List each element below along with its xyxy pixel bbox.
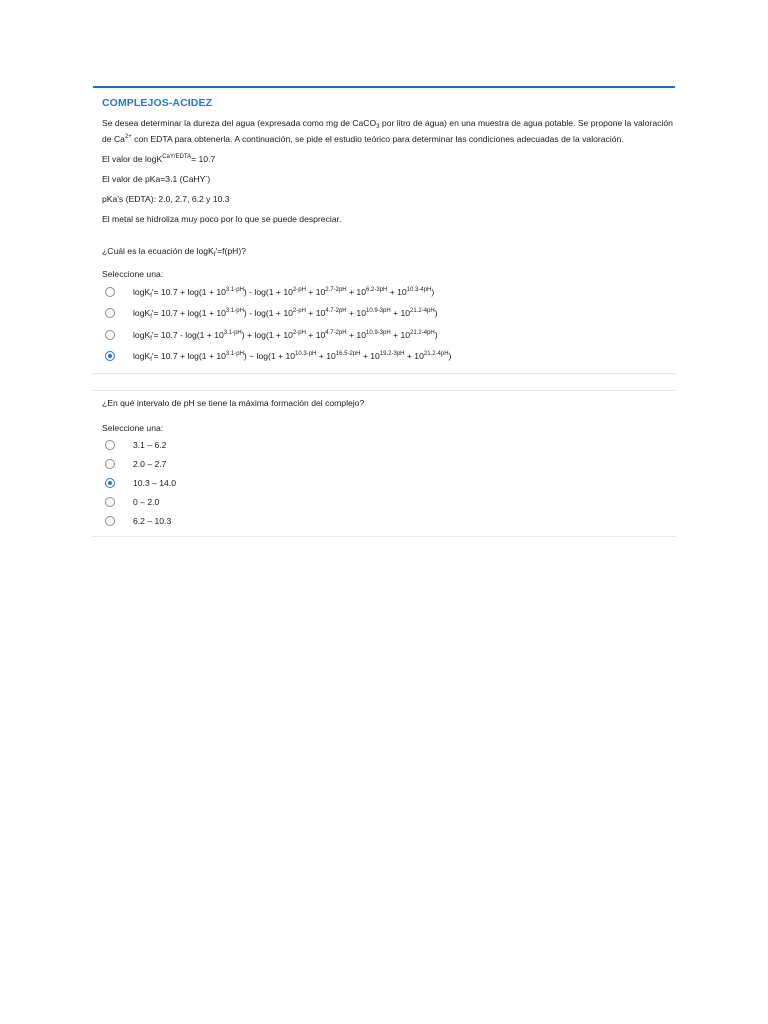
formula-part: 21.2-4pH	[423, 351, 449, 358]
formula-part: ) - log(1 + 10	[243, 308, 293, 319]
q1-option[interactable]	[102, 281, 675, 303]
intro-sub: 3	[376, 124, 380, 130]
question-2-options	[102, 435, 675, 530]
q1-option[interactable]	[102, 303, 675, 325]
q2-option[interactable]	[102, 435, 675, 454]
top-rule	[93, 86, 675, 88]
option-label	[133, 308, 438, 321]
formula-part: 6.2-3pH	[365, 286, 388, 293]
formula-part: 4.7-2pH	[325, 308, 347, 315]
formula-part: + 10	[360, 351, 380, 362]
logk-text: El valor de logK	[102, 154, 163, 164]
question-2-prompt: ¿En qué intervalo de pH se tiene la máxima formación del complejo?	[102, 398, 365, 408]
formula-part: 21.2-4pH	[410, 329, 435, 336]
formula-part: 2.7-2pH	[325, 286, 347, 293]
formula-part: 19.2-3pH	[379, 351, 405, 358]
pkas-line: pKa's (EDTA): 2.0, 2.7, 6.2 y 10.3	[102, 194, 230, 204]
formula-part: + 10	[305, 308, 326, 319]
formula-part: f	[150, 357, 152, 364]
formula-part: + 10	[390, 329, 411, 340]
option-label: 2.0 – 2.7	[133, 458, 167, 469]
section-title: COMPLEJOS-ACIDEZ	[102, 97, 213, 109]
question-1-prompt	[102, 243, 675, 259]
intro-paragraph	[102, 115, 674, 147]
formula-part: 2-pH	[292, 329, 306, 336]
formula-part: + 10	[305, 329, 326, 340]
radio-button[interactable]	[105, 351, 115, 361]
q2-option[interactable]	[102, 454, 675, 473]
formula-part: 16.5-2pH	[335, 351, 361, 358]
formula-part: 3.1-pH	[225, 308, 244, 315]
hydrolysis-note: El metal se hidroliza muy poco por lo que se puede despreciar.	[102, 214, 342, 224]
formula-part: + 10	[346, 329, 366, 340]
formula-part: logK	[133, 308, 151, 319]
option-label: 10.3 – 14.0	[133, 477, 177, 488]
option-label: 0 – 2.0	[133, 496, 160, 507]
q2-option[interactable]	[102, 492, 675, 511]
formula-part: logK	[133, 351, 151, 362]
option-label	[133, 351, 452, 364]
formula-part: + 10	[346, 286, 366, 297]
formula-part: f	[150, 292, 152, 299]
question-2-bottom-border	[93, 536, 675, 537]
formula-part: '= 10.7 + log(1 + 10	[151, 351, 226, 362]
formula-part: 2-pH	[292, 286, 306, 293]
q1-text: ¿Cuál es la ecuación de logK	[102, 246, 214, 256]
radio-button[interactable]	[105, 497, 115, 507]
radio-button[interactable]	[105, 308, 115, 318]
formula-part: )	[448, 351, 452, 362]
radio-button[interactable]	[105, 478, 115, 488]
formula-part: f	[150, 314, 152, 321]
formula-part: ) - log(1 + 10	[243, 286, 293, 297]
option-label	[133, 287, 434, 297]
q1-option[interactable]	[102, 346, 675, 368]
formula-part: 3.1-pH	[225, 351, 244, 358]
formula-part: 10.3-pH	[295, 351, 317, 358]
formula-part: 4.7-2pH	[325, 329, 347, 336]
formula-part: logK	[133, 286, 151, 297]
formula-part: )	[434, 329, 438, 340]
formula-part: )	[431, 286, 435, 297]
radio-button[interactable]	[105, 440, 115, 450]
q1-sub: f	[213, 252, 216, 258]
formula-part: 2-pH	[292, 308, 306, 315]
formula-part: )	[434, 308, 438, 319]
radio-button[interactable]	[105, 459, 115, 469]
radio-button[interactable]	[105, 287, 115, 297]
intro-text: Se desea determinar la dureza del agua (expresada como mg de CaCO	[102, 118, 377, 128]
formula-part: logK	[133, 329, 151, 340]
formula-part: + 10	[390, 308, 411, 319]
option-label: 3.1 – 6.2	[133, 439, 167, 450]
intro-text: con EDTA para obtenerla. A continuación, se pide el estudio teórico para determinar las condiciones adecuadas de la valoración.	[131, 134, 624, 144]
option-label	[133, 330, 438, 340]
formula-part: 10.3-4pH	[406, 286, 432, 293]
formula-part: 3.1-pH	[225, 286, 244, 293]
formula-part: '= 10.7 + log(1 + 10	[151, 308, 226, 319]
quiz-page	[93, 86, 675, 537]
q1-text: '=f(pH)?	[215, 246, 247, 256]
logk-line	[102, 151, 675, 167]
formula-part: + 10	[305, 286, 326, 297]
formula-part: + 10	[404, 351, 424, 362]
logk-text: = 10.7	[191, 154, 216, 164]
question-1-select-label: Seleccione una:	[102, 269, 164, 279]
pka-text: El valor de pKa=3.1 (CaHY	[102, 174, 206, 184]
q2-option[interactable]	[102, 473, 675, 492]
option-label: 6.2 – 10.3	[133, 515, 172, 526]
formula-part: + 10	[316, 351, 336, 362]
question-2-select-label: Seleccione una:	[102, 423, 164, 433]
question-2-top-border	[93, 390, 675, 391]
formula-part: f	[150, 335, 152, 342]
formula-part: + 10	[387, 286, 407, 297]
question-1-options	[102, 281, 675, 367]
intro-sup: 2+	[124, 134, 132, 140]
formula-part: 10.9-3pH	[365, 329, 391, 336]
formula-part: 3.1-pH	[223, 329, 242, 336]
formula-part: ) − log(1 + 10	[243, 351, 296, 362]
q1-option[interactable]	[102, 324, 675, 346]
pka-text: )	[207, 174, 211, 184]
formula-part: ) + log(1 + 10	[241, 329, 293, 340]
formula-part: 21.2-4pH	[410, 308, 435, 315]
pka-sup: -	[205, 174, 208, 180]
logk-sup: CaY/EDTA	[162, 154, 192, 160]
q2-option[interactable]	[102, 511, 675, 530]
formula-part: '= 10.7 - log(1 + 10	[151, 329, 224, 340]
formula-part: '= 10.7 + log(1 + 10	[151, 286, 226, 297]
formula-part: 10.9-3pH	[365, 308, 391, 315]
radio-button[interactable]	[105, 330, 115, 340]
formula-part: + 10	[346, 308, 366, 319]
pka-line	[102, 171, 675, 187]
radio-button[interactable]	[105, 516, 115, 526]
intro-text: por litro de agua) en una muestra de agua potable. Se propone la valoración de Ca	[102, 118, 673, 144]
